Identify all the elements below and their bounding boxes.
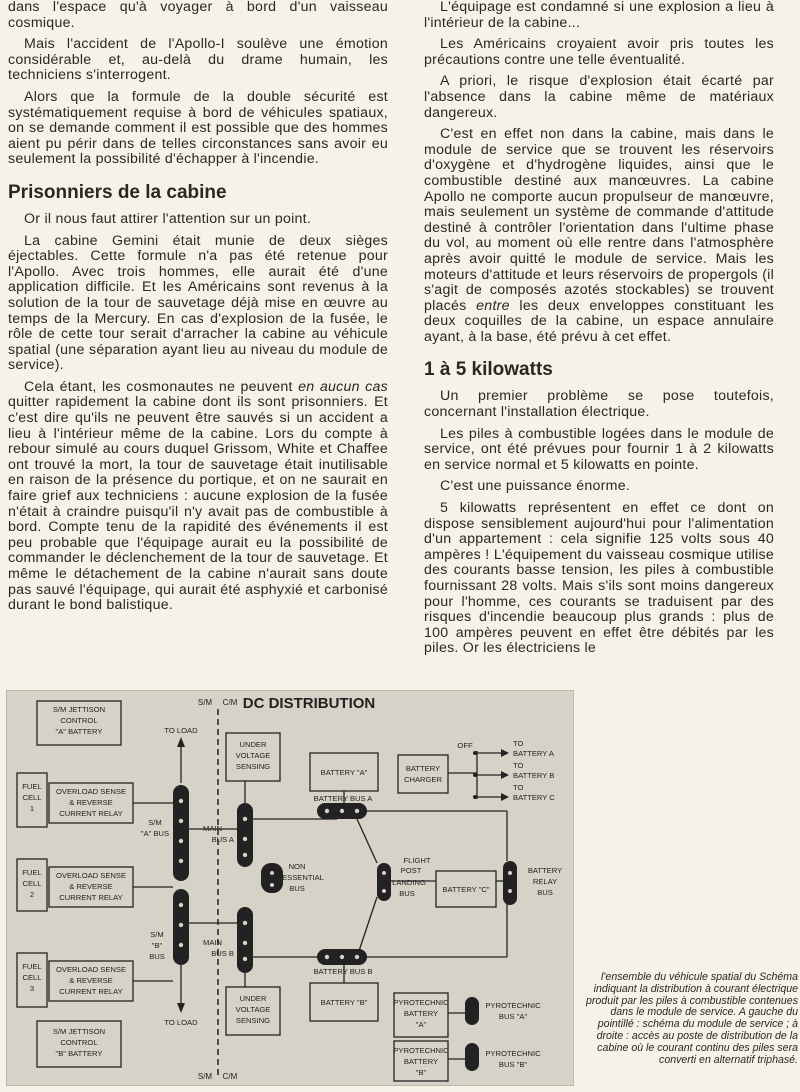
label-line: "A"	[415, 1020, 427, 1029]
label-line: CURRENT RELAY	[59, 987, 123, 996]
label-line: "B" BATTERY	[55, 1049, 103, 1058]
label-line: BATTERY	[403, 1057, 439, 1066]
label-line: CELL	[22, 793, 42, 802]
figure-caption: l'ensemble du véhicule spatial du Schéma indiquant la distribution à courant électrique produit par les piles à combustible contenues dans le module de service. A gauche du pointillé : schéma du module de service ; à droite : accès au poste de distribution de la cabine où le courant continu des piles sera converti en alternatif triphasé.	[586, 971, 798, 1066]
sm-top-label: S/M	[197, 698, 213, 707]
off-label: OFF	[457, 741, 473, 750]
label-line: "A" BUS	[140, 829, 170, 838]
label-line: BUS B	[211, 949, 234, 958]
to-battery-b-label: TO	[513, 761, 524, 770]
paragraph: dans l'espace qu'à voyager à bord d'un vaisseau cosmique.	[8, 0, 388, 31]
label-line: CONTROL	[60, 716, 98, 725]
label-line: BUS	[289, 884, 305, 893]
under-voltage-top-label: UNDER	[239, 740, 267, 749]
label-line: BUS	[399, 889, 415, 898]
label-line: VOLTAGE	[235, 1005, 271, 1014]
paragraph: C'est une puissance énorme.	[440, 478, 631, 495]
cm-top-label: C/M	[222, 698, 238, 707]
text-run: C'est en effet non dans la cabine, mais dans le module de service que se trouvent les réservoirs d'oxygène et d'hydrogène liquides, ainsi que le combustible destiné aux manœuvres. La cabine Apollo ne comporte aucun propulseur de manœuvre, mais seulement un système de commande d'attitude destiné à contrôler l'orientation dans l'ultime phase du vol, au moment où elle rentre dans l'atmosphère après avoir quitté le module de service. Mais les moteurs d'attitude et leurs réservoirs de propergols (il s'agit de composés azotés stockables) se trouvent placés	[424, 126, 774, 314]
label-line: BUS A	[211, 835, 234, 844]
to-load-bottom-label: TO LOAD	[164, 1018, 198, 1027]
text-run: quitter rapidement la cabine dont ils sont prisonniers. Et c'est dire qu'ils ne peuvent être sauvés si un accident a lieu à l'intérieur même de la cabine. Lors du compte à rebour simulé au cours duquel Grissom, White et Chaffee ont trouvé la mort, la tour de sauvetage était inutilisable en raison de la présence du portique, et on ne saurait en faire grief aux techniciens : aucune explosion de la fusée n'était à craindre puisqu'il n'y avait pas de combustible à bord. Compte tenu de la rapidité des événements il est peu probable que l'équipage aurait eu la possibilité de commander le déclenchement de la tour de sauvetage. Et même le détachement de la cabine n'aurait sans doute pas sauvé l'équipage, qui aurait été asphyxié et carbonisé durant le bond balistique.	[8, 394, 388, 614]
fuel-cell-2-label: FUEL	[22, 868, 42, 877]
paragraph: Mais l'accident de l'Apollo-I soulève une émotion considérable et, au-delà du drame humain, les techniciens s'interrogent.	[8, 36, 388, 84]
section-heading: Prisonniers de la cabine	[8, 181, 227, 203]
battery-b-label: BATTERY "B"	[320, 998, 368, 1007]
label-line: "A" BATTERY	[55, 727, 103, 736]
battery-bus-b-label: BATTERY BUS B	[313, 967, 373, 976]
paragraph: 5 kilowatts représentent en effet ce dont on dispose sensiblement aujourd'hui pour l'alimentation d'un appartement : cela signifie 125 volts sous 40 ampères ! L'équipement du vaisseau cosmique utilise des courants basse tension, les piles à combustible fournissant 28 volts. Mais s'ils sont moins dangereux pour l'homme, ces courants se traduisent par des risques d'incendie beaucoup plus grands : plus de 100 ampères peuvent en effet être débités par les piles. Or les électriciens le	[424, 500, 774, 657]
label-line: 3	[29, 984, 35, 993]
paragraph	[8, 380, 388, 614]
label-line: POST	[400, 866, 422, 875]
battery-c-label: BATTERY "C"	[442, 885, 490, 894]
label-line: CELL	[22, 879, 42, 888]
paragraph: L'équipage est condamné si une explosion a lieu à l'intérieur de la cabine...	[424, 0, 774, 31]
pyro-bus-b-label: PYROTECHNIC	[485, 1049, 541, 1058]
label-line: BUS	[149, 952, 165, 961]
battery-charger-label: BATTERY	[405, 764, 441, 773]
sm-jettison-a-label	[53, 705, 105, 714]
label-line: SENSING	[235, 762, 271, 771]
label-line: "B"	[415, 1068, 427, 1077]
sm-a-bus-label: S/M	[148, 818, 162, 827]
emphasis: en aucun cas	[298, 378, 388, 395]
label-line: 2	[29, 890, 35, 899]
label-line: CURRENT RELAY	[59, 893, 123, 902]
label-line: & REVERSE	[69, 882, 113, 891]
paragraph: Un premier problème se pose toutefois, concernant l'installation électrique.	[424, 388, 774, 421]
label-line: RELAY	[532, 877, 558, 886]
text-run: les deux enveloppes constituant les deux coquilles de la cabine, un espace annulaire ayant, à la base, été prévu à cet effet.	[424, 297, 775, 345]
relay-2-label: OVERLOAD SENSE	[55, 871, 127, 880]
emphasis: entre	[476, 297, 510, 314]
left-column	[8, 0, 388, 620]
battery-relay-bus-label: BATTERY	[527, 866, 563, 875]
paragraph: Alors que la formule de la double sécurité est systématiquement requise à bord de véhicules spatiaux, on se demande comment il est possible que des hommes aient pu périr dans de telles circonstances sans avoir eu seulement la possibilité d'échapper à l'incendie.	[8, 88, 388, 168]
label-line: BUS "B"	[498, 1060, 528, 1069]
fuel-cell-3-label: FUEL	[22, 962, 42, 971]
label-line: 1	[29, 804, 35, 813]
non-essential-bus-label: NON	[288, 862, 306, 871]
dc-distribution-diagram	[7, 691, 573, 1085]
right-column	[424, 0, 774, 663]
cm-bottom-label: C/M	[222, 1072, 238, 1081]
paragraph: Les piles à combustible logées dans le module de service, ont été prévues pour fournir 1 à 2 kilowatts en service normal et 5 kilowatts en pointe.	[424, 425, 774, 473]
label-line: BATTERY	[403, 1009, 439, 1018]
label-line: CHARGER	[404, 775, 442, 784]
label-line: BATTERY A	[513, 749, 554, 758]
dc-distribution-figure	[6, 690, 574, 1086]
pyro-bus-a-label: PYROTECHNIC	[485, 1001, 541, 1010]
relay-3-label: OVERLOAD SENSE	[55, 965, 127, 974]
text-run: Cela étant, les cosmonautes ne peuvent	[24, 378, 299, 395]
label-line: "B"	[151, 941, 163, 950]
sm-bottom-label: S/M	[197, 1072, 213, 1081]
diagram-title: DC DISTRIBUTION	[242, 695, 376, 712]
battery-a-label: BATTERY "A"	[320, 768, 368, 777]
label-line: ESSENTIAL	[282, 873, 324, 882]
pyro-battery-a-label: PYROTECHNIC	[393, 998, 449, 1007]
label-line: BATTERY C	[513, 793, 555, 802]
label-line: BUS "A"	[498, 1012, 528, 1021]
flight-post-landing-bus-label: FLIGHT	[403, 856, 431, 865]
label-line: LANDING	[392, 878, 426, 887]
relay-1-label: OVERLOAD SENSE	[55, 787, 127, 796]
label-line: & REVERSE	[69, 976, 113, 985]
paragraph: La cabine Gemini était munie de deux sièges éjectables. Cette formule n'a pas été retenue pour l'Apollo. Avec trois hommes, elle aurait été d'une application difficile. Et les Américains sont revenus à la solution de la tour de sauvetage déjà mise en œuvre au temps de la Mercury. En cas d'explosion de la fusée, le rôle de cette tour serait d'arracher la cabine au véhicule spatial (une séparation ayant lieu au niveau du module de service).	[8, 232, 388, 374]
fuel-cell-1-label: FUEL	[22, 782, 42, 791]
label-line: BUS	[537, 888, 553, 897]
pyro-battery-b-label: PYROTECHNIC	[393, 1046, 449, 1055]
paragraph	[424, 127, 774, 345]
sm-b-bus-label: S/M	[150, 930, 164, 939]
label-line: S/M JETTISON	[52, 705, 106, 714]
section-heading: 1 à 5 kilowatts	[424, 359, 553, 381]
paragraph: A priori, le risque d'explosion était écarté par l'absence dans la cabine même de matériaux dangereux.	[424, 73, 774, 121]
main-bus-a-label: MAIN	[203, 824, 222, 833]
label-line: & REVERSE	[69, 798, 113, 807]
label-line: BATTERY B	[513, 771, 555, 780]
paragraph: Les Américains croyaient avoir pris toutes les précautions contre une telle éventualité.	[424, 36, 774, 68]
sm-jettison-b-label: S/M JETTISON	[52, 1027, 106, 1036]
label-line: CURRENT RELAY	[59, 809, 123, 818]
to-battery-a-label: TO	[513, 739, 524, 748]
label-line: SENSING	[235, 1016, 271, 1025]
to-battery-c-label: TO	[513, 783, 524, 792]
main-bus-b-label: MAIN	[203, 938, 222, 947]
under-voltage-bottom-label: UNDER	[239, 994, 267, 1003]
label-line: VOLTAGE	[235, 751, 271, 760]
label-line: CELL	[22, 973, 42, 982]
label-line: CONTROL	[60, 1038, 98, 1047]
to-load-top-label: TO LOAD	[164, 726, 198, 735]
battery-bus-a-label: BATTERY BUS A	[313, 794, 373, 803]
paragraph: Or il nous faut attirer l'attention sur un point.	[24, 210, 312, 227]
